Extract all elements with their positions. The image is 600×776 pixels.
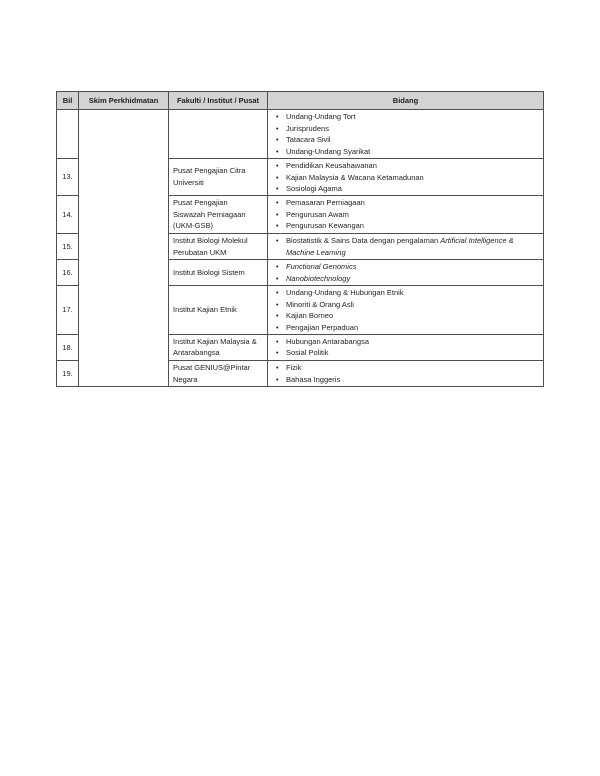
bidang-bullet-item	[276, 172, 541, 184]
fakulti-line: Institut Kajian Malaysia &	[173, 336, 257, 346]
bidang-bullet-item	[276, 134, 541, 146]
bidang-bullet-item	[276, 123, 541, 135]
header-cell-skim-perkhidmatan: Skim Perkhidmatan	[79, 92, 169, 110]
bullet-icon: •	[276, 336, 279, 346]
bullet-icon: •	[276, 135, 279, 145]
bullet-icon: •	[276, 311, 279, 321]
bidang-text: Biostatistik & Sains Data dengan pengalaman Artificial Intelligence & Machine Learning	[286, 236, 514, 257]
fakulti-institut-pusat-cell	[169, 285, 268, 334]
bidang-bullet-item	[276, 299, 541, 311]
bidang-text: Sosiologi Agama	[286, 184, 342, 194]
bullet-icon: •	[276, 184, 279, 194]
fakulti-line: Pusat Pengajian	[173, 197, 228, 207]
table-header	[57, 92, 544, 110]
bidang-cell	[268, 195, 544, 233]
fakulti-line: Siswazah Perniagaan	[173, 209, 246, 219]
fakulti-institut-pusat-cell	[169, 195, 268, 233]
bil-cell: 16.	[57, 260, 79, 285]
bidang-bullet-item	[276, 160, 541, 172]
bullet-icon: •	[276, 147, 279, 157]
fakulti-institut-pusat-cell	[169, 334, 268, 360]
bidang-text: Pengajian Perpaduan	[286, 322, 359, 332]
bidang-bullet-item	[276, 183, 541, 195]
bidang-text: Pendidikan Keusahawanan	[286, 160, 377, 170]
fakulti-line: Institut Kajian Etnik	[173, 304, 237, 314]
bidang-cell	[268, 334, 544, 360]
fakulti-line: Universiti	[173, 177, 204, 187]
bidang-bullet-item	[276, 235, 541, 258]
fakulti-line: Institut Biologi Sistem	[173, 267, 245, 277]
bullet-icon: •	[276, 322, 279, 332]
bidang-text: Functional Genomics	[286, 262, 357, 272]
fakulti-line: Negara	[173, 374, 198, 384]
bullet-icon: •	[276, 287, 279, 297]
bil-cell: 13.	[57, 158, 79, 195]
bidang-text: Bahasa Inggeris	[286, 374, 341, 384]
bidang-cell	[268, 158, 544, 195]
bidang-cell	[268, 110, 544, 159]
bidang-text: Pengurusan Awam	[286, 209, 349, 219]
bullet-icon: •	[276, 299, 279, 309]
bidang-text: Jurisprudens	[286, 123, 329, 133]
bidang-text: Hubungan Antarabangsa	[286, 336, 369, 346]
bidang-text: Pemasaran Perniagaan	[286, 197, 365, 207]
table-row	[57, 110, 544, 159]
bullet-icon: •	[276, 209, 279, 219]
bidang-text: Tatacara Sivil	[286, 135, 331, 145]
bidang-cell	[268, 285, 544, 334]
bidang-text: Pengurusan Kewangan	[286, 221, 364, 231]
bullet-icon: •	[276, 274, 279, 284]
fakulti-institut-pusat-cell	[169, 260, 268, 285]
bidang-text: Sosial Politik	[286, 348, 329, 358]
bullet-icon: •	[276, 236, 279, 246]
bullet-icon: •	[276, 172, 279, 182]
bullet-icon: •	[276, 221, 279, 231]
fakulti-institut-pusat-cell	[169, 234, 268, 260]
bil-cell: 17.	[57, 285, 79, 334]
bidang-cell	[268, 234, 544, 260]
bidang-bullet-item	[276, 347, 541, 359]
bidang-text: Minoriti & Orang Asli	[286, 299, 354, 309]
bidang-bullet-item	[276, 374, 541, 386]
header-cell-bidang: Bidang	[268, 92, 544, 110]
bullet-icon: •	[276, 112, 279, 121]
bullet-icon: •	[276, 262, 279, 272]
bidang-bullet-item	[276, 261, 541, 273]
bidang-text: Undang-Undang & Hubungan Etnik	[286, 287, 404, 297]
bil-cell: 14.	[57, 195, 79, 233]
fakulti-institut-pusat-cell	[169, 158, 268, 195]
bullet-icon: •	[276, 197, 279, 207]
header-row	[57, 92, 544, 110]
fakulti-institut-pusat-cell	[169, 110, 268, 159]
bidang-text: Fizik	[286, 363, 302, 373]
fakulti-line: Institut Biologi Molekul	[173, 236, 248, 246]
bidang-text: Undang-Undang Tort	[286, 112, 356, 121]
header-cell-bil: Bil	[57, 92, 79, 110]
bidang-text: Undang-Undang Syarikat	[286, 147, 371, 157]
fakulti-line: (UKM-GSB)	[173, 221, 213, 231]
bidang-text: Kajian Malaysia & Wacana Ketamadunan	[286, 172, 424, 182]
bidang-bullet-item	[276, 220, 541, 232]
fakulti-line: Pusat GENIUS@Pintar	[173, 363, 251, 373]
bullet-icon: •	[276, 123, 279, 133]
bil-cell: 15.	[57, 234, 79, 260]
bidang-bullet-item	[276, 336, 541, 348]
fakulti-line: Antarabangsa	[173, 348, 220, 358]
bidang-bullet-item	[276, 310, 541, 322]
skim-perkhidmatan-cell	[79, 110, 169, 387]
bil-cell	[57, 110, 79, 159]
fakulti-line: Perubatan UKM	[173, 247, 227, 257]
bidang-bullet-item	[276, 111, 541, 123]
bidang-cell	[268, 361, 544, 387]
fakulti-line: Pusat Pengajian Citra	[173, 166, 246, 176]
table-body	[57, 110, 544, 387]
bidang-text: Kajian Borneo	[286, 311, 334, 321]
bidang-bullet-item	[276, 322, 541, 334]
bidang-bullet-item	[276, 287, 541, 299]
bil-cell: 18.	[57, 334, 79, 360]
bidang-bullet-item	[276, 273, 541, 285]
bullet-icon: •	[276, 363, 279, 373]
bidang-bullet-item	[276, 146, 541, 158]
bil-cell: 19.	[57, 361, 79, 387]
header-cell-fakulti-institut-pusat: Fakulti / Institut / Pusat	[169, 92, 268, 110]
bullet-icon: •	[276, 160, 279, 170]
bidang-bullet-item	[276, 197, 541, 209]
bullet-icon: •	[276, 348, 279, 358]
fakulti-institut-pusat-cell	[169, 361, 268, 387]
skim-bidang-table	[56, 91, 544, 387]
bidang-bullet-item	[276, 362, 541, 374]
bullet-icon: •	[276, 374, 279, 384]
bidang-text: Nanobiotechnology	[286, 274, 351, 284]
bidang-cell	[268, 260, 544, 285]
bidang-bullet-item	[276, 209, 541, 221]
